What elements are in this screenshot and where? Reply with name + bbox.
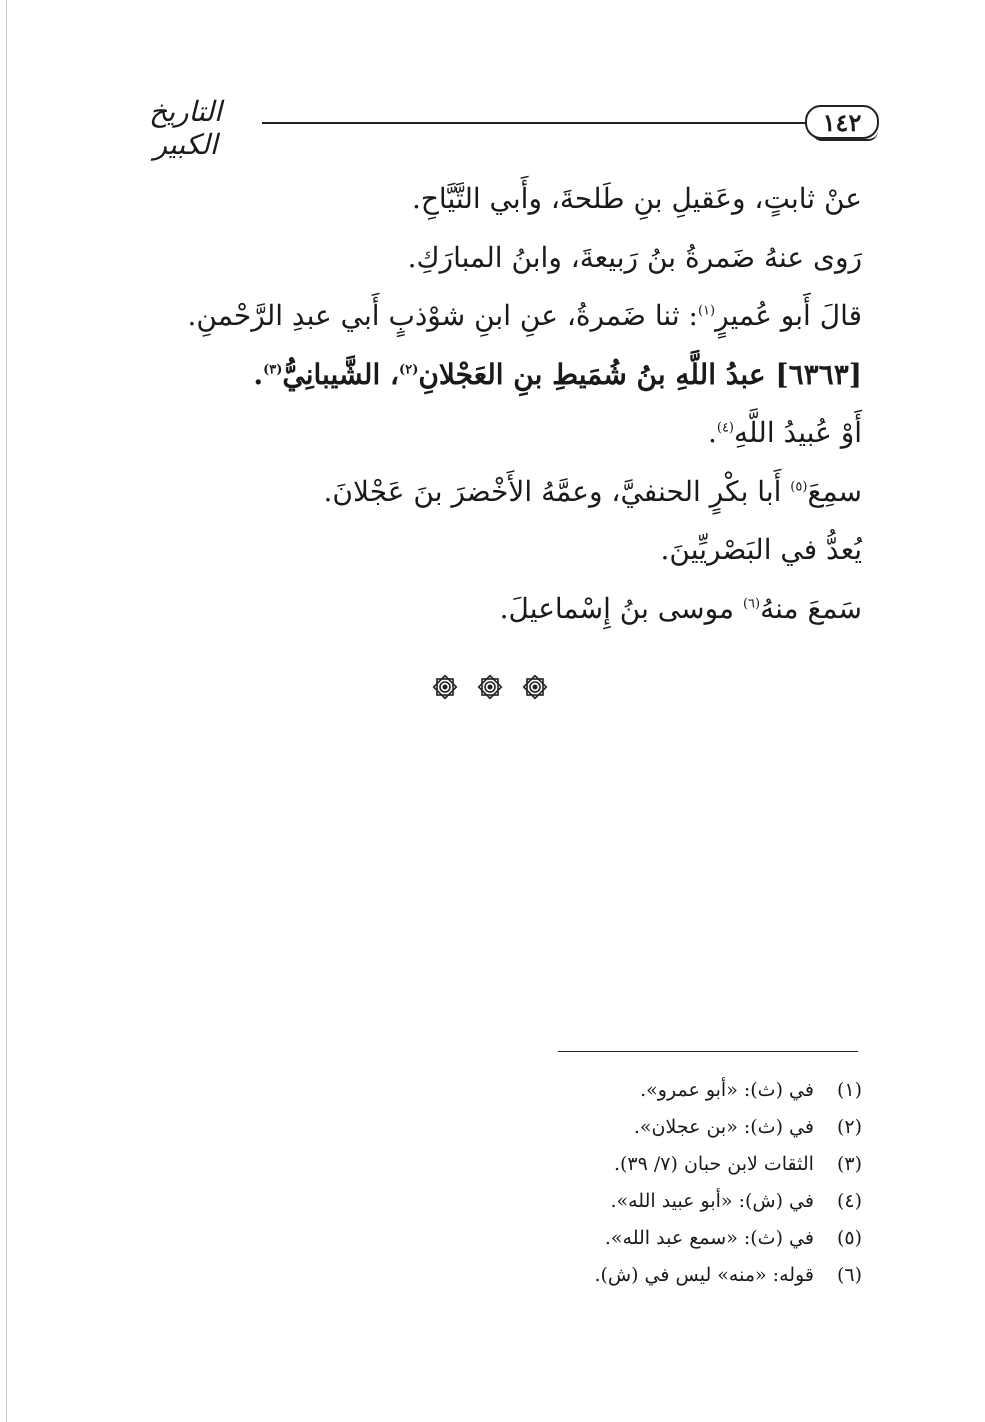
footnote-marker[interactable]: (٢) <box>399 362 419 378</box>
footnote <box>430 1183 862 1220</box>
page-number-badge <box>805 105 879 139</box>
text-line <box>150 229 862 288</box>
footnote-text: الثقات لابن حبان (٧/ ٣٩). <box>613 1153 814 1175</box>
footnote-text: في (ث): «بن عجلان». <box>633 1116 814 1138</box>
text-line <box>150 463 862 522</box>
section-divider-ornaments <box>430 673 550 705</box>
footnote <box>430 1257 862 1294</box>
page-number: ١٤٢ <box>822 107 862 137</box>
footnote <box>430 1220 862 1257</box>
footnote-number: (١) <box>836 1079 862 1101</box>
main-text <box>150 170 862 638</box>
footnote-marker[interactable]: (١) <box>697 303 716 319</box>
text-span: رَوى عنهُ ضَمرةُ بنُ رَبيعةَ، وابنُ المبارَكِ. <box>407 240 862 274</box>
footnote-number: (٣) <box>836 1153 862 1175</box>
footnote-marker[interactable]: (٤) <box>716 420 734 436</box>
text-span: سَمعَ منهُ <box>760 591 862 625</box>
footnote-text: في (ث): «سمع عبد الله». <box>604 1227 814 1249</box>
text-span: يُعدُّ في البَصْريِّينَ. <box>660 533 862 566</box>
footnote-text: في (ش): «أبو عبيد الله». <box>610 1190 814 1212</box>
text-span: : ثنا ضَمرةُ، عنِ ابنِ شوْذبٍ أَبي عبدِ الرَّحْمنِ. <box>187 299 698 332</box>
text-span: قالَ أَبو عُميرٍ <box>715 299 862 332</box>
footnote-text: في (ث): «أبو عمرو». <box>640 1079 814 1101</box>
text-span: موسى بنُ إِسْماعيلَ. <box>499 591 743 625</box>
footnote-number: (٦) <box>836 1264 862 1286</box>
footnote-text: قوله: «منه» ليس في (ش). <box>594 1264 814 1286</box>
text-span: عنْ ثابتٍ، وعَقيلِ بنِ طَلحةَ، وأَبي التَّيَّاحِ. <box>411 182 862 215</box>
entry-heading <box>150 346 862 405</box>
text-line <box>150 287 862 346</box>
text-span: أَبا بكْرٍ الحنفيَّ، وعمَّهُ الأَخْضرَ بنَ عَجْلانَ. <box>323 474 791 508</box>
header-rule <box>262 122 807 124</box>
footnotes <box>430 1072 862 1294</box>
page-header <box>0 95 985 161</box>
floral-star-ornament-icon <box>430 672 460 706</box>
page-edge-line <box>6 0 7 1422</box>
text-line <box>150 404 862 463</box>
footnote-number: (٢) <box>836 1116 862 1138</box>
footnote <box>430 1146 862 1183</box>
footnote-number: (٤) <box>836 1190 862 1212</box>
text-line <box>150 521 862 580</box>
text-line <box>150 580 862 639</box>
footnote-marker[interactable]: (٥) <box>790 479 808 495</box>
entry-number: [٦٣٦٣] <box>775 357 862 391</box>
text-span: سمِعَ <box>807 474 862 508</box>
floral-star-ornament-icon <box>520 672 550 706</box>
floral-star-ornament-icon <box>475 672 505 706</box>
footnote <box>430 1109 862 1146</box>
footnote-marker[interactable]: (٦) <box>742 596 761 612</box>
text-span: . <box>253 357 264 391</box>
running-title: التاريخ الكبير <box>149 95 222 161</box>
text-span: ، <box>380 357 400 391</box>
footnote-separator <box>558 1051 858 1052</box>
footnote-number: (٥) <box>836 1227 862 1249</box>
entry-nisba: الشَّيبانِيُّ <box>282 357 381 391</box>
footnote <box>430 1072 862 1109</box>
entry-name: عبدُ اللَّهِ بنُ شُمَيطِ بنِ العَجْلانِ <box>418 357 766 391</box>
footnote-marker[interactable]: (٣) <box>263 362 283 378</box>
text-span: . <box>707 416 717 449</box>
text-line <box>150 170 862 229</box>
text-span: أَوْ عُبيدُ اللَّهِ <box>734 416 862 449</box>
